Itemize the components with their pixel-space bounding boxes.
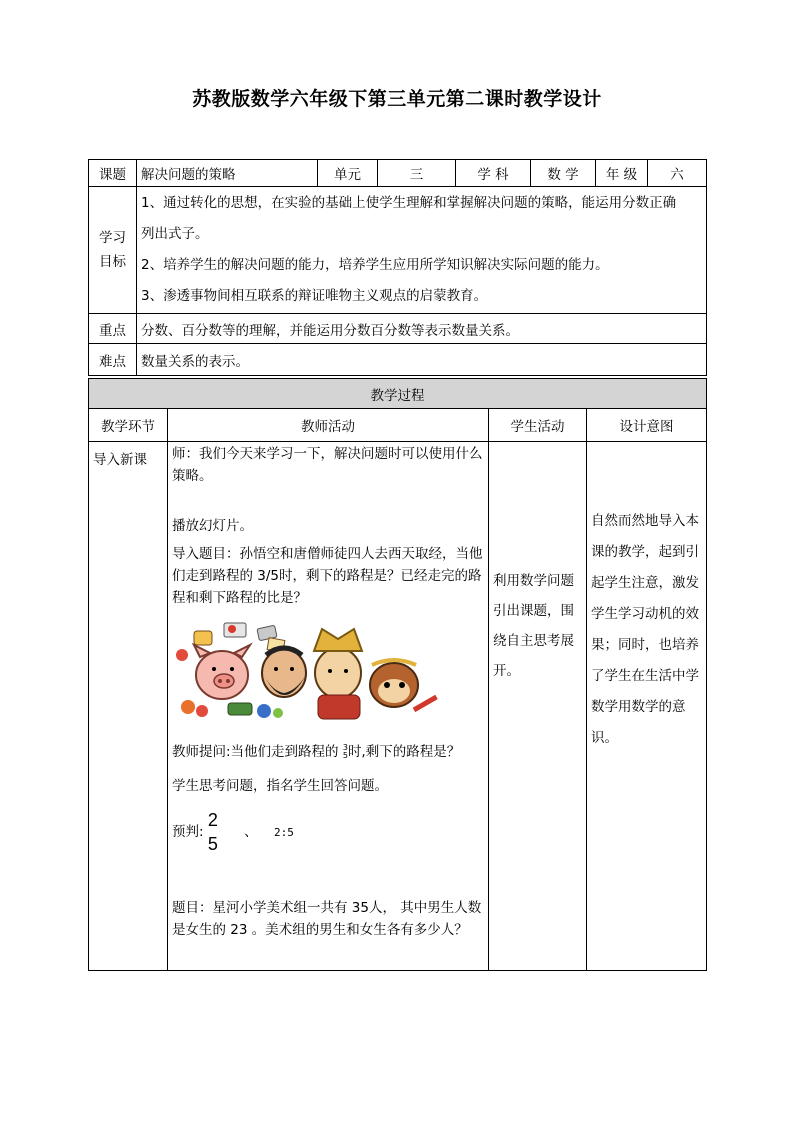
key-label: 重点 [89, 314, 137, 344]
question-suffix: 时,剩下的路程是？ [347, 744, 461, 760]
question-fraction-denominator: 5 [342, 751, 348, 760]
goal-line-3: 2、培养学生的解决问题的能力，培养学生应用所学知识解决实际问题的能力。 [141, 257, 609, 273]
student-activity: 利用数学问题引出课题，围绕自主思考展开。 [489, 442, 587, 971]
goals-label-line1: 学习 [99, 230, 126, 246]
teacher-p7: 题目：星河小学美术组一共有 35人， 其中男生人数是女生的 23 。美术组的男生和女生各有多少人？ [172, 900, 482, 938]
grade-value: 六 [648, 160, 707, 187]
goal-line-1: 1、通过转化的思想，在实验的基础上使学生理解和掌握解决问题的策略，能运用分数正确 [141, 195, 677, 211]
goals-label-line2: 目标 [99, 254, 126, 270]
question-fraction-numerator: 3 [342, 743, 348, 752]
unit-value: 三 [378, 160, 456, 187]
prediction-ratio: 2:5 [273, 826, 294, 839]
goals-label [89, 187, 137, 314]
teacher-question [172, 741, 484, 763]
teacher-p1: 师：我们今天来学习一下，解决问题时可以使用什么策略。 [172, 446, 483, 484]
prediction-label: 预判: [172, 824, 204, 840]
difficulty-value: 数量关系的表示。 [137, 344, 707, 376]
col-stage-header: 教学环节 [89, 409, 168, 442]
stage-cell: 导入新课 [89, 442, 168, 971]
subject-value: 数 学 [531, 160, 596, 187]
teacher-activity [168, 442, 489, 971]
goals-content [137, 187, 707, 314]
info-table [88, 159, 707, 376]
goal-line-4: 3、渗透事物间相互联系的辩证唯物主义观点的启蒙教育。 [141, 288, 488, 304]
journey-to-the-west-illustration [172, 615, 442, 725]
grade-label: 年 级 [596, 160, 648, 187]
prediction-separator: 、 [244, 824, 258, 840]
col-teacher-header: 教师活动 [168, 409, 489, 442]
teacher-p5: 学生思考问题，指名学生回答问题。 [172, 778, 388, 794]
unit-label: 单元 [318, 160, 378, 187]
difficulty-label: 难点 [89, 344, 137, 376]
topic-label: 课题 [89, 160, 137, 187]
teacher-p3: 导入题目：孙悟空和唐僧师徒四人去西天取经，当他们走到路程的 3/5时，剩下的路程是？已经走完的路程和剩下路程的比是？ [172, 546, 483, 606]
question-prefix: 教师提问:当他们走到路程的 [172, 744, 343, 760]
process-header: 教学过程 [89, 379, 707, 409]
topic-value: 解决问题的策略 [137, 160, 318, 187]
col-design-header: 设计意图 [587, 409, 707, 442]
teacher-p2: 播放幻灯片。 [172, 518, 253, 534]
prediction-fraction-numerator: 2 [207, 810, 218, 830]
subject-label: 学 科 [456, 160, 531, 187]
page-title: 苏教版数学六年级下第三单元第二课时教学设计 [192, 88, 602, 110]
prediction-fraction [208, 811, 218, 853]
key-value: 分数、百分数等的理解，并能运用分数百分数等表示数量关系。 [137, 314, 707, 344]
prediction-fraction-denominator: 5 [207, 834, 218, 854]
design-intent: 自然而然地导入本课的教学，起到引起学生注意，激发学生学习动机的效果；同时，也培养了学生在生活中学数学用数学的意识。 [587, 442, 707, 971]
goal-line-2: 列出式子。 [141, 226, 209, 242]
process-table [88, 378, 707, 971]
teacher-prediction [172, 811, 484, 853]
col-student-header: 学生活动 [489, 409, 587, 442]
